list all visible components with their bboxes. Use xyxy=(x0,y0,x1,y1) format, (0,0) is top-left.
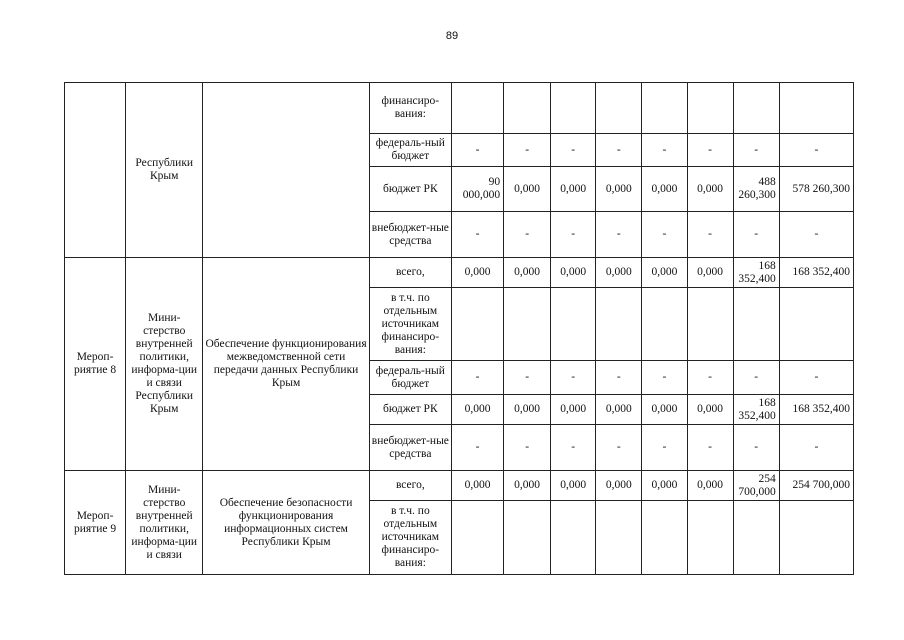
value-cell: - xyxy=(451,212,503,258)
value-cell xyxy=(642,501,687,575)
funding-source-cell: бюджет РК xyxy=(369,167,451,212)
value-cell xyxy=(551,288,596,361)
value-cell: 0,000 xyxy=(642,471,687,501)
value-cell xyxy=(596,501,642,575)
value-cell: 168 352,400 xyxy=(779,258,853,288)
value-cell xyxy=(451,288,503,361)
value-cell: 0,000 xyxy=(451,258,503,288)
value-cell: 0,000 xyxy=(451,471,503,501)
value-cell: - xyxy=(733,361,779,395)
funding-source-cell: внебюджет-ные средства xyxy=(369,212,451,258)
value-cell: - xyxy=(451,425,503,471)
value-cell: 168 352,400 xyxy=(733,395,779,425)
value-cell xyxy=(596,288,642,361)
value-cell: - xyxy=(504,134,551,167)
executor-cell: Мини-стерство внутренней политики, информа-ции и связи xyxy=(126,471,203,575)
executor-cell: Мини-стерство внутренней политики, информа-ции и связи Республики Крым xyxy=(126,258,203,471)
event-name-cell xyxy=(203,83,369,258)
value-cell: - xyxy=(733,134,779,167)
value-cell xyxy=(596,83,642,134)
value-cell: 168 352,400 xyxy=(733,258,779,288)
value-cell: 0,000 xyxy=(551,167,596,212)
funding-source-cell: в т.ч. по отдельным источникам финансиро-вания: xyxy=(369,288,451,361)
value-cell: 0,000 xyxy=(451,395,503,425)
value-cell: 0,000 xyxy=(642,258,687,288)
value-cell: - xyxy=(596,212,642,258)
value-cell: 254 700,000 xyxy=(733,471,779,501)
value-cell xyxy=(687,288,733,361)
value-cell xyxy=(779,83,853,134)
value-cell: - xyxy=(551,361,596,395)
value-cell: 0,000 xyxy=(596,395,642,425)
value-cell: - xyxy=(642,212,687,258)
value-cell: 488 260,300 xyxy=(733,167,779,212)
event-label-cell: Мероп-риятие 9 xyxy=(65,471,126,575)
funding-source-cell: федераль-ный бюджет xyxy=(369,361,451,395)
value-cell: 0,000 xyxy=(504,258,551,288)
funding-source-cell: всего, xyxy=(369,471,451,501)
value-cell: 168 352,400 xyxy=(779,395,853,425)
value-cell: - xyxy=(687,134,733,167)
value-cell: 0,000 xyxy=(596,471,642,501)
funding-source-cell: внебюджет-ные средства xyxy=(369,425,451,471)
value-cell: 0,000 xyxy=(596,167,642,212)
executor-cell: Республики Крым xyxy=(126,83,203,258)
value-cell xyxy=(451,501,503,575)
value-cell xyxy=(733,501,779,575)
value-cell: 0,000 xyxy=(687,258,733,288)
value-cell: - xyxy=(451,361,503,395)
value-cell xyxy=(642,288,687,361)
value-cell xyxy=(504,501,551,575)
value-cell xyxy=(551,501,596,575)
value-cell: - xyxy=(687,361,733,395)
value-cell xyxy=(779,501,853,575)
value-cell: - xyxy=(596,425,642,471)
value-cell: - xyxy=(779,212,853,258)
value-cell: 90 000,000 xyxy=(451,167,503,212)
value-cell xyxy=(733,83,779,134)
value-cell: 0,000 xyxy=(642,167,687,212)
event-name-cell: Обеспечение функционирования межведомственной сети передачи данных Республики Крым xyxy=(203,258,369,471)
budget-table xyxy=(64,82,854,575)
value-cell xyxy=(687,501,733,575)
value-cell: - xyxy=(779,425,853,471)
event-name-cell: Обеспечение безопасности функционирования информационных систем Республики Крым xyxy=(203,471,369,575)
value-cell: 0,000 xyxy=(687,395,733,425)
value-cell: 0,000 xyxy=(642,395,687,425)
value-cell: - xyxy=(551,212,596,258)
funding-source-cell: в т.ч. по отдельным источникам финансиро-вания: xyxy=(369,501,451,575)
value-cell: - xyxy=(596,134,642,167)
value-cell: - xyxy=(551,134,596,167)
value-cell: 578 260,300 xyxy=(779,167,853,212)
value-cell xyxy=(504,83,551,134)
funding-source-cell: всего, xyxy=(369,258,451,288)
value-cell: - xyxy=(687,212,733,258)
event-label-cell: Мероп-риятие 8 xyxy=(65,258,126,471)
value-cell: - xyxy=(504,425,551,471)
value-cell: - xyxy=(642,134,687,167)
value-cell: - xyxy=(451,134,503,167)
table-body xyxy=(65,83,854,575)
table-row xyxy=(65,83,854,134)
event-label-cell xyxy=(65,83,126,258)
value-cell: - xyxy=(504,212,551,258)
value-cell xyxy=(779,288,853,361)
value-cell: - xyxy=(687,425,733,471)
funding-source-cell: федераль-ный бюджет xyxy=(369,134,451,167)
value-cell: - xyxy=(779,134,853,167)
value-cell: - xyxy=(596,361,642,395)
table-row xyxy=(65,258,854,288)
value-cell xyxy=(687,83,733,134)
value-cell xyxy=(642,83,687,134)
value-cell: - xyxy=(551,425,596,471)
value-cell: 0,000 xyxy=(687,167,733,212)
value-cell: 0,000 xyxy=(551,395,596,425)
value-cell: - xyxy=(733,212,779,258)
value-cell: - xyxy=(504,361,551,395)
value-cell: - xyxy=(779,361,853,395)
value-cell: - xyxy=(642,425,687,471)
value-cell: 0,000 xyxy=(504,395,551,425)
value-cell xyxy=(451,83,503,134)
value-cell: - xyxy=(642,361,687,395)
table-row xyxy=(65,471,854,501)
value-cell: 0,000 xyxy=(504,167,551,212)
funding-source-cell: финансиро-вания: xyxy=(369,83,451,134)
value-cell: - xyxy=(733,425,779,471)
value-cell: 0,000 xyxy=(551,471,596,501)
value-cell xyxy=(733,288,779,361)
page-number: 89 xyxy=(445,30,459,42)
value-cell: 0,000 xyxy=(687,471,733,501)
value-cell: 0,000 xyxy=(504,471,551,501)
value-cell: 0,000 xyxy=(551,258,596,288)
funding-source-cell: бюджет РК xyxy=(369,395,451,425)
value-cell: 0,000 xyxy=(596,258,642,288)
value-cell xyxy=(504,288,551,361)
value-cell xyxy=(551,83,596,134)
value-cell: 254 700,000 xyxy=(779,471,853,501)
